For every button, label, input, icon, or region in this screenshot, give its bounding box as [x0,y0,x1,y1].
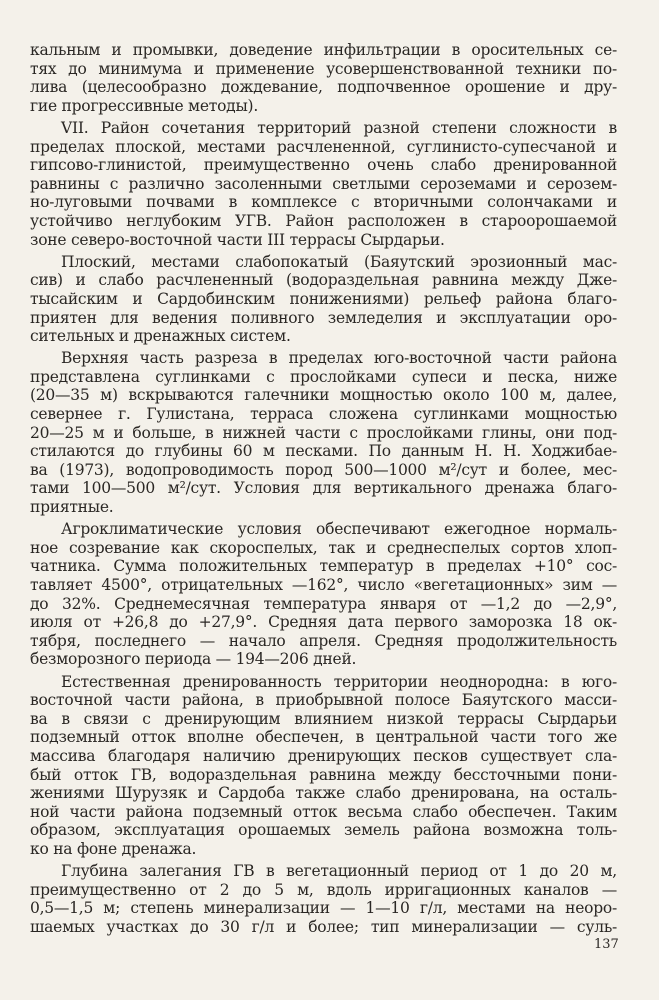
text-line: ва (1973), водопроводимость пород 500—1000 м²/сут и более, мес- [30,460,617,479]
text-line: образом, эксплуатация орошаемых земель района возможна толь- [30,821,617,840]
text-line: тях до минимума и применение усовершенствованной техники по- [30,59,617,78]
text-line: сив) и слабо расчлененный (водораздельная равнина между Дже- [30,271,617,290]
text-line: гие прогрессивные методы). [30,96,259,115]
text-line: гипсово-глинистой, преимущественно очень слабо дренированной [30,156,617,175]
page-number: 137 [594,937,619,952]
paragraph [30,673,617,859]
paragraph [30,253,617,346]
text-line: тысайским и Сардобинским понижениями) рельеф района благо- [30,289,617,308]
text-line: бый отток ГВ, водораздельная равнина между бессточными пони- [30,765,617,784]
text-line: тября, последнего — начало апреля. Средняя продолжительность [30,631,617,650]
text-line: 0,5—1,5 м; степень минерализации — 1—10 г/л, местами на неоро- [30,899,617,918]
text-line: тами 100—500 м²/сут. Условия для вертикального дренажа благо- [30,479,617,498]
text-line: безморозного периода — 194—206 дней. [30,650,357,669]
text-line: Естественная дренированность территории неоднородна: в юго- [61,672,617,691]
text-line: кальным и промывки, доведение инфильтрации в оросительных се- [30,41,617,59]
paragraph [30,349,617,516]
text-line: стилаются до глубины 60 м песками. По данным Н. Н. Ходжибае- [30,442,617,461]
text-line: массива благодаря наличию дренирующих песков существует сла- [30,746,617,765]
text-line: ное созревание как скороспелых, так и среднеспелых сортов хлоп- [30,538,617,557]
text-line: чатника. Сумма положительных температур в пределах +10° сос- [30,557,617,576]
paragraph [30,862,617,936]
text-line: приятные. [30,498,114,517]
text-line: зоне северо-восточной части III террасы Сырдарьи. [30,230,445,249]
text-line: тавляет 4500°, отрицательных —162°, число «вегетационных» зим — [30,576,617,594]
text-line: до 32%. Среднемесячная температура января от —1,2 до —2,9°, [30,594,617,613]
text-line: ко на фоне дренажа. [30,839,197,858]
text-line: сительных и дренажных систем. [30,327,291,346]
text-line: преимущественно от 2 до 5 м, вдоль ирригационных каналов — [30,880,617,899]
text-line: 20—25 м и больше, в нижней части с прослойками глины, они под- [30,423,617,442]
text-line: ва в связи с дренирующим влиянием низкой террасы Сырдарьи [30,709,617,728]
text-line: пределах плоской, местами расчлененной, суглинисто-супесчаной и [30,137,617,156]
body-text [30,41,617,940]
text-line: (20—35 м) вскрываются галечники мощностью около 100 м, далее, [30,386,617,405]
text-line: июля от +26,8 до +27,9°. Средняя дата первого заморозка 18 ок- [30,613,617,632]
text-line: Агроклиматические условия обеспечивают ежегодное нормаль- [61,520,617,539]
text-line: ной части района подземный отток весьма слабо обеспечен. Таким [30,802,617,821]
paragraph [30,41,617,115]
text-line: но-луговыми почвами в комплексе с вторичными солончаками и [30,193,617,212]
text-line: жениями Шурузяк и Сардоба также слабо дренирована, на осталь- [30,784,617,803]
text-line: Глубина залегания ГВ в вегетационный период от 1 до 20 м, [61,862,617,881]
text-line: Плоский, местами слабопокатый (Баяутский эрозионный мас- [61,252,617,271]
text-line: представлена суглинками с прослойками супеси и песка, ниже [30,367,617,386]
text-line: устойчиво неглубоким УГВ. Район расположен в староорошаемой [30,211,617,230]
paragraph [30,119,617,249]
text-line: лива (целесообразно дождевание, подпочвенное орошение и дру- [30,78,617,97]
text-line: восточной части района, в приобрывной полосе Баяутского масси- [30,691,617,710]
text-line: приятен для ведения поливного земледелия и эксплуатации оро- [30,308,617,327]
text-line: Верхняя часть разреза в пределах юго-восточной части района [61,349,617,368]
paragraph [30,520,617,669]
text-line: VII. Район сочетания территорий разной степени сложности в [61,118,617,137]
text-line: севернее г. Гулистана, терраса сложена суглинками мощностью [30,405,617,424]
text-line: подземный отток вполне обеспечен, в центральной части того же [30,728,617,747]
text-line: шаемых участках до 30 г/л и более; тип минерализации — суль- [30,917,617,936]
text-line: равнины с различно засоленными светлыми сероземами и серозем- [30,174,617,193]
